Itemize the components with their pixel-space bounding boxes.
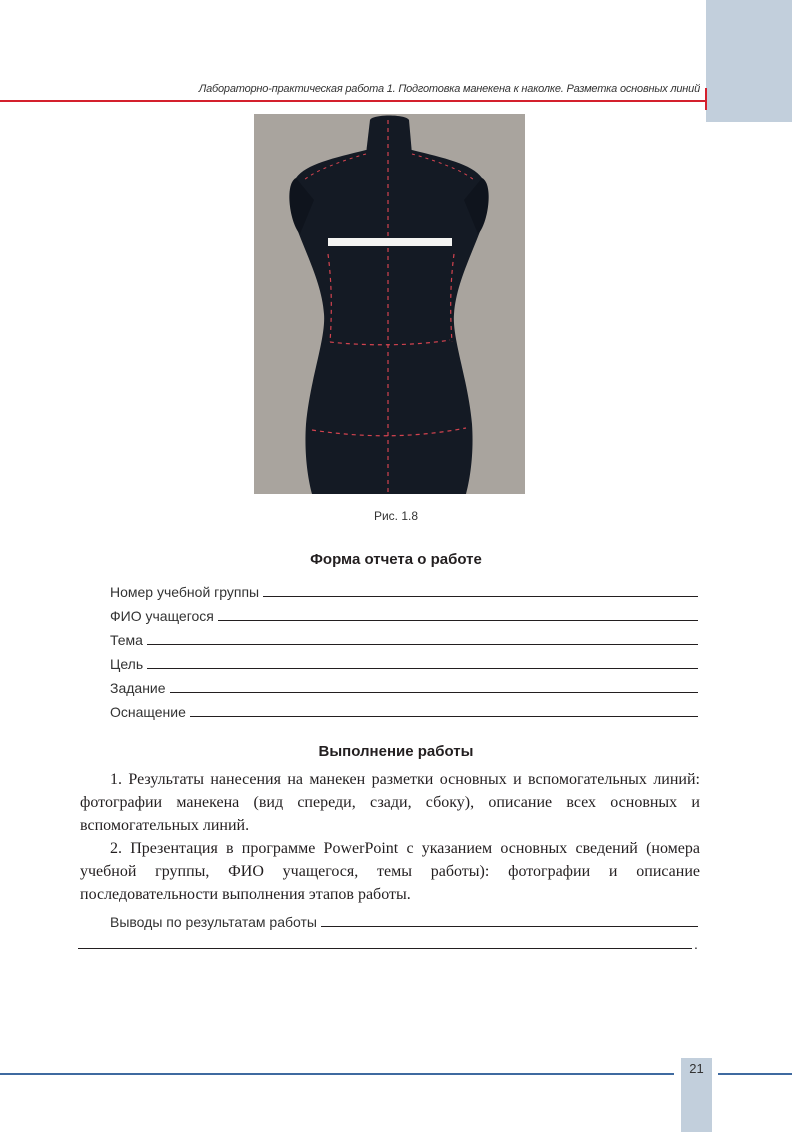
header-rule	[0, 100, 706, 102]
footer-rule-right	[718, 1073, 792, 1075]
form-field-label: ФИО учащегося	[110, 608, 214, 624]
form-field-equipment	[110, 702, 698, 720]
mannequin-photo	[254, 114, 525, 494]
execution-paragraph-2: 2. Презентация в программе PowerPoint с указанием основных сведений (номера учебной группы, ФИО учащегося, темы работы): фотографии и описание последовательности выполнения этапов работы.	[80, 840, 700, 903]
form-field-label: Задание	[110, 680, 166, 696]
conclusions-blank	[321, 916, 698, 927]
form-field-blank	[218, 610, 698, 621]
form-field-topic	[110, 630, 698, 648]
conclusions-label: Выводы по результатам работы	[110, 914, 317, 930]
form-field-label: Цель	[110, 656, 144, 672]
page-number: 21	[689, 1061, 704, 1076]
form-field-group	[110, 582, 698, 600]
conclusions-line	[110, 912, 698, 930]
form-field-label: Оснащение	[110, 704, 186, 720]
corner-tab	[706, 0, 792, 122]
form-field-blank	[147, 658, 698, 669]
form-field-name	[110, 606, 698, 624]
header-tick	[705, 88, 707, 110]
figure-caption: Рис. 1.8	[373, 509, 419, 523]
footer-rule	[0, 1073, 674, 1075]
conclusions-blank-2	[78, 948, 692, 949]
execution-title: Выполнение работы	[318, 743, 474, 760]
running-title: Лабораторно-практическая работа 1. Подготовка манекена к наколке. Разметка основных линий	[198, 83, 700, 95]
form-field-label: Номер учебной группы	[110, 584, 260, 600]
form-field-blank	[190, 706, 698, 717]
form-field-goal	[110, 654, 698, 672]
form-field-blank	[147, 634, 698, 645]
conclusions-end-mark: .	[694, 936, 698, 952]
form-field-blank	[263, 586, 698, 597]
form-field-label: Тема	[110, 632, 143, 648]
form-field-blank	[170, 682, 698, 693]
form-field-task	[110, 678, 698, 696]
execution-paragraph-1: 1. Результаты нанесения на манекен разметки основных и вспомогательных линий: фотографии манекена (вид спереди, сзади, сбоку), описание всех основных и вспомогательных линий.	[80, 771, 700, 834]
report-form-title: Форма отчета о работе	[310, 551, 482, 568]
